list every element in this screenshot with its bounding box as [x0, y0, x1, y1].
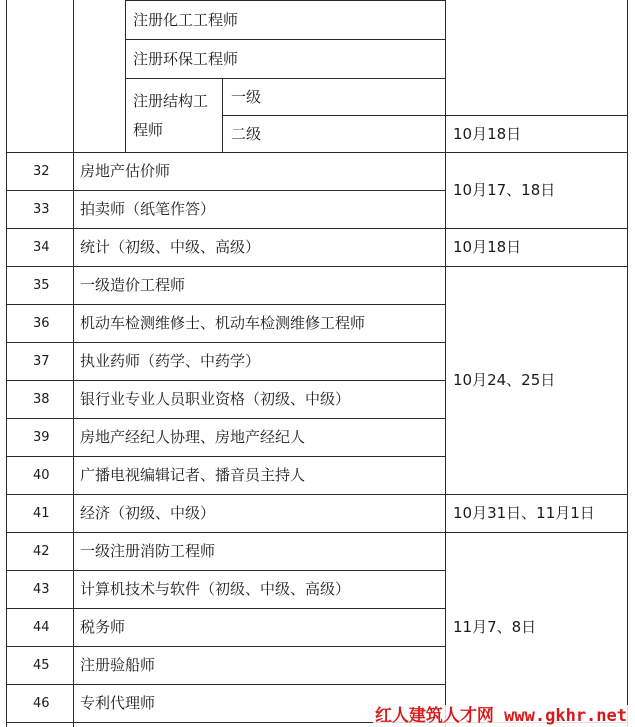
row-number: 46 — [33, 696, 50, 711]
row-number: 36 — [33, 316, 50, 331]
row-divider — [6, 342, 446, 343]
qualification-name: 拍卖师（纸笔作答） — [80, 200, 216, 218]
row-divider — [6, 304, 446, 305]
column-divider-date — [445, 0, 446, 727]
row-divider — [6, 418, 446, 419]
row-divider — [6, 646, 446, 647]
row-number: 32 — [33, 164, 50, 179]
site-watermark: 红人建筑人才网 www.gkhr.net — [374, 706, 627, 726]
row-divider — [6, 494, 628, 495]
row-number: 37 — [33, 354, 50, 369]
row-divider — [125, 0, 446, 1]
row-divider — [222, 115, 628, 116]
qualification-name: 注册环保工程师 — [133, 50, 239, 68]
exam-date: 11月7、8日 — [453, 618, 537, 636]
qualification-name: 一级造价工程师 — [80, 276, 186, 294]
qualification-name: 广播电视编辑记者、播音员主持人 — [80, 466, 306, 484]
row-number: 43 — [33, 582, 50, 597]
row-divider — [6, 684, 446, 685]
level-label: 二级 — [231, 125, 262, 143]
qualification-name: 经济（初级、中级） — [80, 504, 216, 522]
row-number: 33 — [33, 202, 50, 217]
qualification-name: 注册化工工程师 — [133, 11, 239, 29]
row-number: 42 — [33, 544, 50, 559]
qualification-name: 银行业专业人员职业资格（初级、中级） — [80, 390, 351, 408]
row-number: 38 — [33, 392, 50, 407]
row-divider — [6, 380, 446, 381]
column-divider-no — [73, 0, 74, 727]
row-divider — [6, 152, 628, 153]
qualification-name: 机动车检测维修士、机动车检测维修工程师 — [80, 314, 366, 332]
qualification-name: 计算机技术与软件（初级、中级、高级） — [80, 580, 351, 598]
table-border-left — [6, 0, 7, 727]
qualification-name: 一级注册消防工程师 — [80, 542, 216, 560]
row-number: 45 — [33, 658, 50, 673]
row-divider — [125, 39, 446, 40]
row-number: 35 — [33, 278, 50, 293]
exam-date: 10月18日 — [453, 238, 522, 256]
qualification-name: 房地产估价师 — [80, 162, 171, 180]
qualification-name-line2: 程师 — [133, 121, 164, 139]
row-number: 40 — [33, 468, 50, 483]
row-number: 39 — [33, 430, 50, 445]
qualification-name: 注册验船师 — [80, 656, 156, 674]
row-divider — [6, 456, 446, 457]
qualification-name: 统计（初级、中级、高级） — [80, 238, 261, 256]
exam-date: 10月17、18日 — [453, 181, 556, 199]
row-number: 34 — [33, 240, 50, 255]
qualification-name-line1: 注册结构工 — [133, 92, 209, 110]
row-divider — [6, 608, 446, 609]
row-divider — [6, 266, 628, 267]
qualification-name: 执业药师（药学、中药学） — [80, 352, 261, 370]
column-divider-sub — [125, 0, 126, 152]
qualification-name: 税务师 — [80, 618, 126, 636]
row-divider — [6, 190, 446, 191]
exam-date: 10月18日 — [453, 125, 522, 143]
row-number: 41 — [33, 506, 50, 521]
row-divider — [125, 78, 446, 79]
exam-date: 10月24、25日 — [453, 371, 556, 389]
qualification-name: 专利代理师 — [80, 694, 156, 712]
level-label: 一级 — [231, 88, 262, 106]
row-number: 44 — [33, 620, 50, 635]
exam-date: 10月31日、11月1日 — [453, 504, 595, 522]
row-divider — [6, 532, 628, 533]
qualification-name: 房地产经纪人协理、房地产经纪人 — [80, 428, 306, 446]
row-divider — [6, 228, 628, 229]
row-divider — [6, 570, 446, 571]
table-border-right — [627, 0, 628, 727]
